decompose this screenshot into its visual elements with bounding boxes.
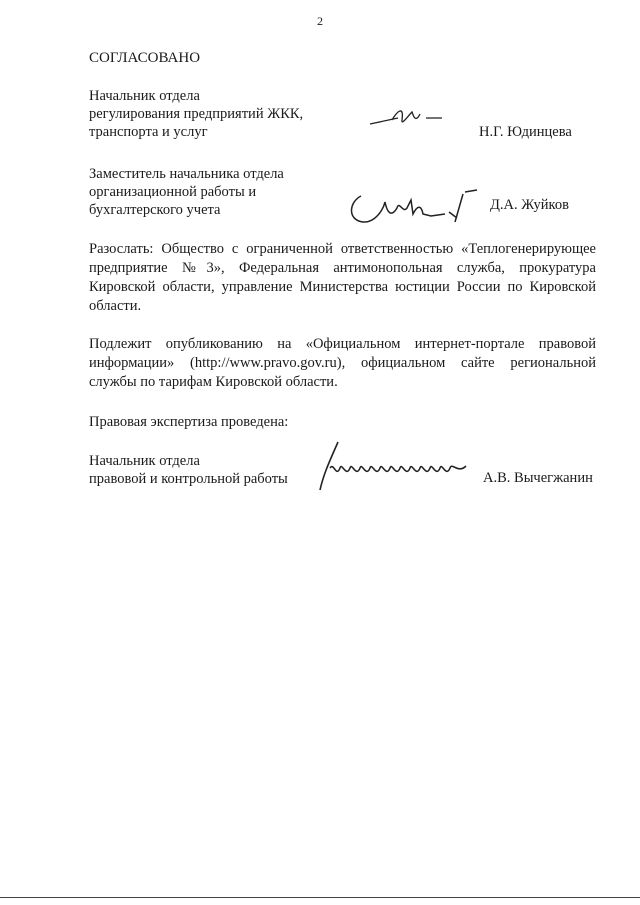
- signer-2-position-line: организационной работы и: [89, 184, 257, 200]
- distribution-label: Разослать:: [89, 241, 154, 257]
- signer-1-position-line: Начальник отдела: [89, 88, 200, 104]
- signer-2-position-line: Заместитель начальника отдела: [89, 166, 284, 182]
- signer-1-position-line: регулирования предприятий ЖКК,: [89, 106, 304, 122]
- legal-review-position-line: Начальник отдела: [89, 453, 200, 469]
- publication-text: Подлежит опубликованию на «Официальном интернет-портале правовой информации» (http://www.pravo.gov.ru), официальном сайте региональной службы по тарифам Кировской области.: [89, 336, 596, 390]
- legal-review-position-line: правовой и контрольной работы: [89, 471, 288, 487]
- legal-review-position: [89, 452, 288, 488]
- signature-2-handwritten: [345, 186, 480, 231]
- signer-2-name: Д.А. Жуйков: [490, 197, 569, 213]
- legal-review-heading: Правовая экспертиза проведена:: [89, 414, 289, 430]
- page-bottom-edge: [0, 897, 640, 898]
- signature-1-handwritten: [368, 100, 448, 130]
- distribution-text: Общество с ограниченной ответственностью «Теплогенерирующее предприятие №3», Федеральная антимонопольная служба, прокуратура Кировской области, управление Министерства юстиции России по Кировской области.: [89, 241, 596, 314]
- signature-3-handwritten: [308, 438, 478, 493]
- signer-1-name: Н.Г. Юдинцева: [479, 124, 572, 140]
- approval-heading: СОГЛАСОВАНО: [89, 50, 201, 66]
- signer-2-position: [89, 165, 284, 219]
- distribution-block: [89, 240, 596, 316]
- page-number: 2: [317, 14, 323, 28]
- signer-2-position-line: бухгалтерского учета: [89, 202, 221, 218]
- signer-1-position-line: транспорта и услуг: [89, 124, 208, 140]
- legal-review-name: А.В. Вычегжанин: [483, 470, 593, 486]
- signer-1-position: [89, 87, 303, 141]
